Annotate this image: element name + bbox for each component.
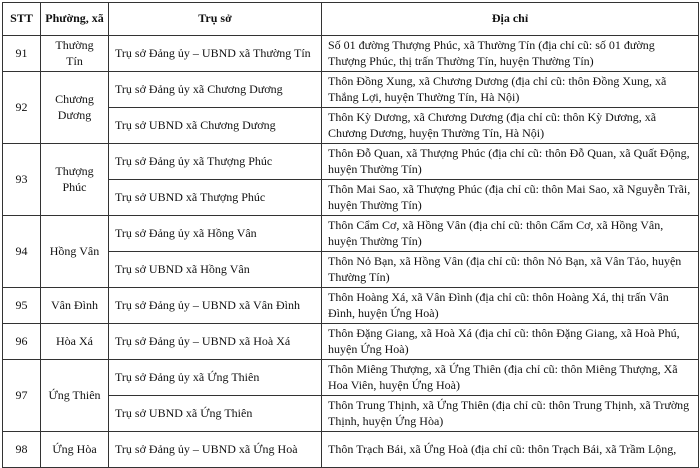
- stt-cell: 97: [3, 360, 41, 432]
- document-page: [2, 2, 698, 468]
- office-cell: Trụ sở Đảng ủy xã Chương Dương: [109, 72, 322, 108]
- address-cell: Thôn Mai Sao, xã Thượng Phúc (địa chỉ cũ: thôn Mai Sao, xã Nguyễn Trãi, huyện Thường Tín): [322, 180, 699, 216]
- address-cell: Số 01 đường Thượng Phúc, xã Thường Tín (địa chỉ cũ: số 01 đường Thượng Phúc, thị trấn Thường Tín, huyện Thường Tín): [322, 36, 699, 72]
- office-cell: Trụ sở UBND xã Hồng Vân: [109, 252, 322, 288]
- header-address: Địa chỉ: [322, 3, 699, 36]
- ward-cell: Thượng Phúc: [41, 144, 109, 216]
- table-row: [3, 144, 699, 180]
- office-cell: Trụ sở UBND xã Ứng Thiên: [109, 396, 322, 432]
- office-cell: Trụ sở UBND xã Thượng Phúc: [109, 180, 322, 216]
- ward-cell: Vân Đình: [41, 288, 109, 324]
- stt-cell: 91: [3, 36, 41, 72]
- table-row: [3, 432, 699, 468]
- ward-cell: Chương Dương: [41, 72, 109, 144]
- address-cell: Thôn Cẩm Cơ, xã Hồng Vân (địa chỉ cũ: thôn Cẩm Cơ, xã Hồng Vân, huyện Thường Tín): [322, 216, 699, 252]
- stt-cell: 92: [3, 72, 41, 144]
- header-row: [3, 3, 699, 36]
- table-row: [3, 72, 699, 108]
- address-cell: Thôn Trung Thịnh, xã Ứng Thiên (địa chỉ cũ: thôn Trung Thịnh, xã Trường Thịnh, huyện Ứng Hòa): [322, 396, 699, 432]
- table-row: [3, 324, 699, 360]
- header-ward: Phường, xã: [41, 3, 109, 36]
- address-cell: Thôn Trạch Bái, xã Ứng Hoà (địa chỉ cũ: thôn Trạch Bái, xã Trầm Lộng,: [322, 432, 699, 468]
- header-stt: STT: [3, 3, 41, 36]
- address-cell: Thôn Kỳ Dương, xã Chương Dương (địa chỉ cũ: thôn Kỳ Dương, xã Chương Dương, huyện Thường Tín, Hà Nội): [322, 108, 699, 144]
- office-cell: Trụ sở Đảng ủy – UBND xã Ứng Hoà: [109, 432, 322, 468]
- office-address-table: [2, 2, 699, 468]
- office-cell: Trụ sở Đảng ủy – UBND xã Hoà Xá: [109, 324, 322, 360]
- table-row: [3, 360, 699, 396]
- stt-cell: 95: [3, 288, 41, 324]
- address-cell: Thôn Đồng Xung, xã Chương Dương (địa chỉ cũ: thôn Đồng Xung, xã Thắng Lợi, huyện Thường Tín, Hà Nội): [322, 72, 699, 108]
- office-cell: Trụ sở Đảng ủy – UBND xã Thường Tín: [109, 36, 322, 72]
- office-cell: Trụ sở Đảng ủy – UBND xã Vân Đình: [109, 288, 322, 324]
- address-cell: Thôn Nỏ Bạn, xã Hồng Vân (địa chỉ cũ: thôn Nỏ Bạn, xã Vân Tảo, huyện Thường Tín): [322, 252, 699, 288]
- table-row: [3, 36, 699, 72]
- table-row: [3, 216, 699, 252]
- address-cell: Thôn Đặng Giang, xã Hoà Xá (địa chỉ cũ: thôn Đặng Giang, xã Hoà Phú, huyện Ứng Hoà): [322, 324, 699, 360]
- stt-cell: 93: [3, 144, 41, 216]
- header-office: Trụ sở: [109, 3, 322, 36]
- office-cell: Trụ sở Đảng ủy xã Hồng Vân: [109, 216, 322, 252]
- office-cell: Trụ sở Đảng ủy xã Thượng Phúc: [109, 144, 322, 180]
- ward-cell: Thường Tín: [41, 36, 109, 72]
- stt-cell: 98: [3, 432, 41, 468]
- address-cell: Thôn Đỗ Quan, xã Thượng Phúc (địa chỉ cũ: thôn Đỗ Quan, xã Quất Động, huyện Thường Tín): [322, 144, 699, 180]
- ward-cell: Hòa Xá: [41, 324, 109, 360]
- stt-cell: 94: [3, 216, 41, 288]
- ward-cell: Hồng Vân: [41, 216, 109, 288]
- address-cell: Thôn Hoàng Xá, xã Vân Đình (địa chỉ cũ: thôn Hoàng Xá, thị trấn Vân Đình, huyện Ứng Hoà): [322, 288, 699, 324]
- office-cell: Trụ sở Đảng ủy xã Ứng Thiên: [109, 360, 322, 396]
- table-row: [3, 288, 699, 324]
- address-cell: Thôn Miêng Thượng, xã Ứng Thiên (địa chỉ cũ: thôn Miêng Thượng, Xã Hoa Viên, huyện Ứng Hoà): [322, 360, 699, 396]
- stt-cell: 96: [3, 324, 41, 360]
- ward-cell: Ứng Thiên: [41, 360, 109, 432]
- office-cell: Trụ sở UBND xã Chương Dương: [109, 108, 322, 144]
- ward-cell: Ứng Hòa: [41, 432, 109, 468]
